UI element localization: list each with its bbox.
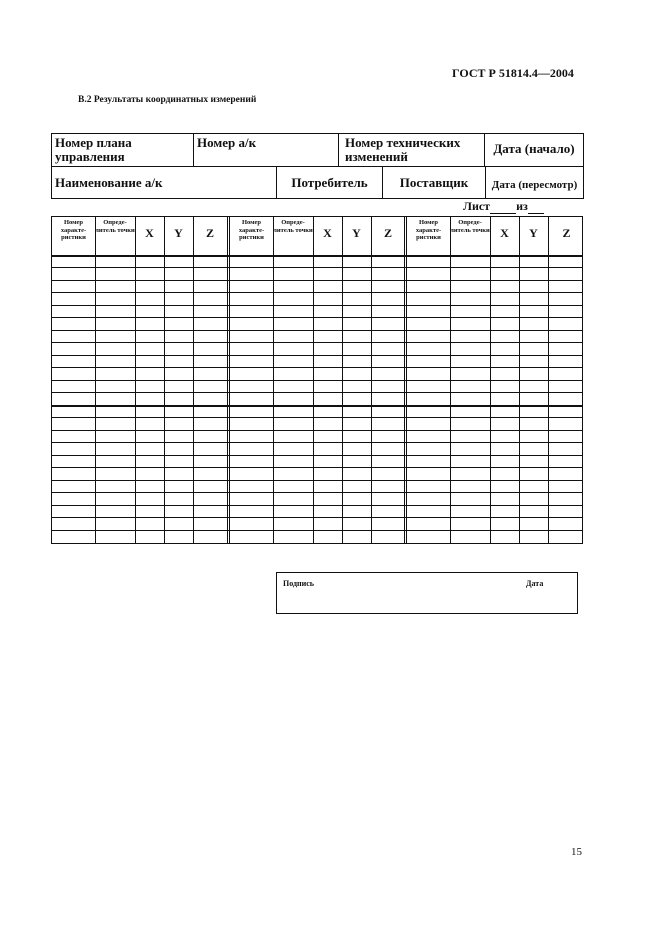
sheet-total-blank[interactable] (528, 202, 544, 214)
column-header: Опреде-литель точки (95, 219, 135, 234)
table-row[interactable] (52, 280, 582, 281)
table-row[interactable] (52, 430, 582, 431)
column-header: Опреде-литель точки (273, 219, 313, 234)
table-row[interactable] (52, 292, 582, 293)
column-header: Опреде-литель точки (450, 219, 490, 234)
form-header-row-1 (51, 133, 584, 167)
page-number: 15 (571, 846, 582, 858)
supplier-label: Поставщик (399, 175, 469, 190)
column-header: Номер характе-ристики (415, 219, 442, 241)
column-header: Y (174, 226, 183, 240)
table-row[interactable] (52, 342, 582, 343)
column-header: Номер характе-ристики (60, 219, 87, 241)
column-header: X (323, 226, 332, 240)
table-row[interactable] (52, 367, 582, 368)
table-row[interactable] (52, 442, 582, 443)
gauge-number-cell (193, 134, 338, 166)
signature-box[interactable] (276, 572, 578, 614)
table-row[interactable] (52, 380, 582, 381)
table-row[interactable] (52, 480, 582, 481)
column-header: Номер характе-ристики (238, 219, 265, 241)
column-header: Z (205, 226, 214, 240)
measurement-table (51, 216, 583, 544)
header-separator[interactable] (52, 255, 582, 257)
column-header: Y (352, 226, 361, 240)
date-start-label: Дата (начало) (493, 141, 575, 156)
control-plan-number-label: Номер плана управления (55, 135, 132, 164)
date-review-label: Дата (пересмотр) (491, 179, 578, 191)
table-row[interactable] (52, 355, 582, 356)
gauge-name-label: Наименование а/к (55, 175, 163, 190)
tech-change-number-cell (338, 134, 484, 166)
column-header: X (500, 226, 509, 240)
table-row[interactable] (52, 392, 582, 393)
table-row[interactable] (52, 305, 582, 306)
date-start-cell (484, 134, 583, 166)
customer-cell (276, 167, 382, 198)
table-row[interactable] (52, 492, 582, 493)
table-row[interactable] (52, 330, 582, 331)
table-row[interactable] (52, 317, 582, 318)
sheet-number-blank[interactable] (490, 202, 516, 214)
table-row[interactable] (52, 517, 582, 518)
column-header: Z (383, 226, 392, 240)
signature-date-label: Дата (526, 579, 544, 588)
table-row[interactable] (52, 530, 582, 531)
tech-change-number-label: Номер технических изменений (345, 135, 461, 164)
table-row[interactable] (52, 417, 582, 418)
signature-label: Подпись (283, 579, 315, 588)
column-header: X (145, 226, 154, 240)
supplier-cell (382, 167, 485, 198)
gauge-name-cell (52, 167, 276, 198)
table-row[interactable] (52, 467, 582, 468)
gauge-number-label: Номер а/к (197, 135, 257, 150)
sheet-of-label: из (516, 199, 528, 213)
date-review-cell (485, 167, 583, 198)
customer-label: Потребитель (291, 175, 368, 190)
table-row[interactable] (52, 505, 582, 506)
form-header-row-2 (51, 166, 584, 199)
table-row[interactable] (52, 455, 582, 456)
column-header: Y (529, 226, 538, 240)
table-row[interactable] (52, 267, 582, 268)
control-plan-number-cell (52, 134, 193, 166)
sheet-counter (463, 199, 544, 214)
table-row[interactable] (52, 405, 582, 407)
section-title: В.2 Результаты координатных измерений (78, 95, 257, 105)
sheet-label: Лист (463, 199, 491, 213)
column-header: Z (562, 226, 571, 240)
standard-code: ГОСТ Р 51814.4—2004 (452, 66, 574, 80)
